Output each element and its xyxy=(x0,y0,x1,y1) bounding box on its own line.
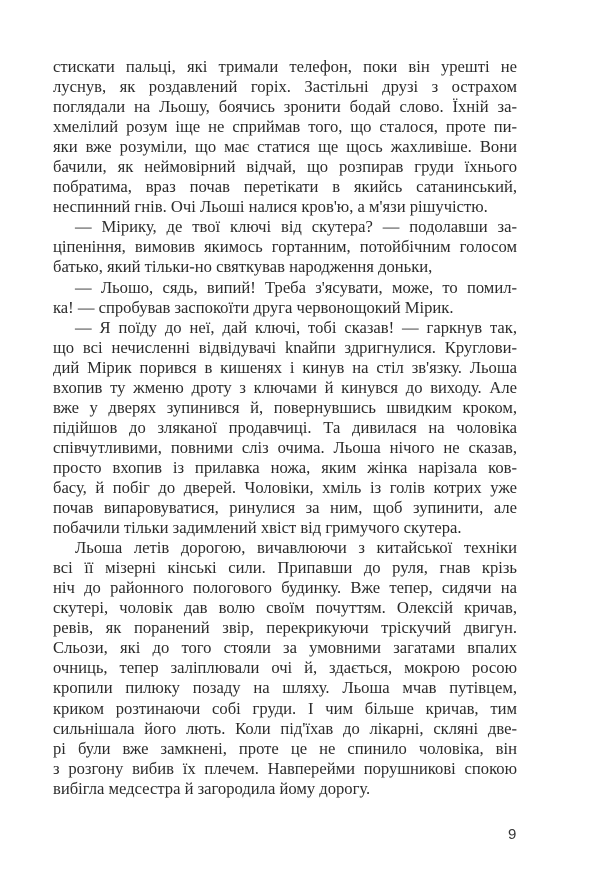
text-line: Льоша летів дорогою, вичавлюючи з китайської техніки xyxy=(75,538,517,558)
book-page-text xyxy=(53,57,517,799)
text-line: вибігла медсестра й загородила йому дорогу. xyxy=(53,778,371,798)
text-line: вхопив ту жменю дроту з ключами й кинувся до виходу. Але xyxy=(53,377,517,397)
text-line: що всі нечисленні відвідувачі knaйпи здригнулися. Круглови- xyxy=(53,337,517,357)
paragraph xyxy=(53,318,517,539)
text-line: почав випаровуватися, ринулися за ним, щоб зупинити, але xyxy=(53,498,517,518)
paragraph xyxy=(53,217,517,277)
text-line: ка! — спробував заспокоїти друга червонощокий Мірик. xyxy=(53,297,454,317)
text-line: очниць, тепер заліплювали очі й, здається, мокрою росою xyxy=(53,658,517,678)
text-line: яки вже розуміли, що має статися ще щось жахливіше. Вони xyxy=(53,137,517,157)
text-line: дий Мірик порився в кишенях і кинув на стіл зв'язку. Льоша xyxy=(53,357,517,377)
text-line: стискати пальці, які тримали телефон, поки він урешті не xyxy=(53,57,517,76)
text-line: — Мірику, де твої ключі від скутера? — подолавши за- xyxy=(75,217,517,237)
text-line: всі її мізерні кінські сили. Припавши до руля, гнав крізь xyxy=(53,558,517,578)
text-line: вже у дверях зупинився й, повернувшись швидким кроком, xyxy=(53,397,517,417)
text-line: басу, й побіг до дверей. Чоловіки, хміль із голів котрих уже xyxy=(53,477,517,497)
text-line: кропили пилюку позаду на шляху. Льоша мчав путівцем, xyxy=(53,678,517,698)
paragraph xyxy=(53,538,517,799)
text-line: Сльози, які до того стояли за умовними загатами впалих xyxy=(53,638,517,658)
text-line: з розгону вибив їх плечем. Навперейми порушникові спокою xyxy=(53,758,517,778)
text-line: просто вхопив із прилавка ножа, яким жінка нарізала ков- xyxy=(53,457,517,477)
text-line: батько, який тільки-но святкував народження доньки, xyxy=(53,257,433,277)
paragraph xyxy=(53,278,517,318)
text-line: співчутливими, повними сліз очима. Льоша нічого не сказав, xyxy=(53,437,517,457)
text-line: сильнішала його лють. Коли під'їхав до лікарні, скляні две- xyxy=(53,718,517,738)
text-line: поглядали на Льошу, боячись зронити бодай слово. Їхній за- xyxy=(53,97,517,117)
text-line: ревів, як поранений звір, перекрикуючи тріскучий двигун. xyxy=(53,618,517,638)
paragraph xyxy=(53,57,517,217)
text-line: побратима, враз почав перетікати в якийсь сатанинський, xyxy=(53,177,517,197)
text-line: бачили, як неймовірний відчай, що розпирав груди їхнього xyxy=(53,157,517,177)
text-line: скутері, чоловік дав волю своїм почуттям. Олексій кричав, xyxy=(53,598,517,618)
text-line: криком розтинаючи собі груди. І чим більше кричав, тим xyxy=(53,698,517,718)
page-number: 9 xyxy=(508,826,517,843)
text-line: — Я поїду до неї, дай ключі, тобі сказав! — гаркнув так, xyxy=(75,317,517,337)
text-line: — Льошо, сядь, випий! Треба з'ясувати, може, то помил- xyxy=(75,277,517,297)
text-line: неспинний гнів. Очі Льоші налися кров'ю, а м'язи рішучістю. xyxy=(53,197,488,217)
text-line: луснув, як роздавлений горіх. Застільні друзі з острахом xyxy=(53,77,517,97)
text-line: підійшов до зляканої продавчиці. Та дивилася на чоловіка xyxy=(53,417,517,437)
text-line: ніч до районного пологового будинку. Вже тепер, сидячи на xyxy=(53,578,517,598)
text-line: хмелілий розум іще не сприймав того, що сталося, проте пи- xyxy=(53,117,517,137)
text-line: ціпеніння, вимовив якимось гортанним, потойбічним голосом xyxy=(53,237,517,257)
text-line: побачили тільки задимлений хвіст від гримучого скутера. xyxy=(53,518,462,538)
text-line: рі були вже замкнені, проте це не спинило чоловіка, він xyxy=(53,738,517,758)
